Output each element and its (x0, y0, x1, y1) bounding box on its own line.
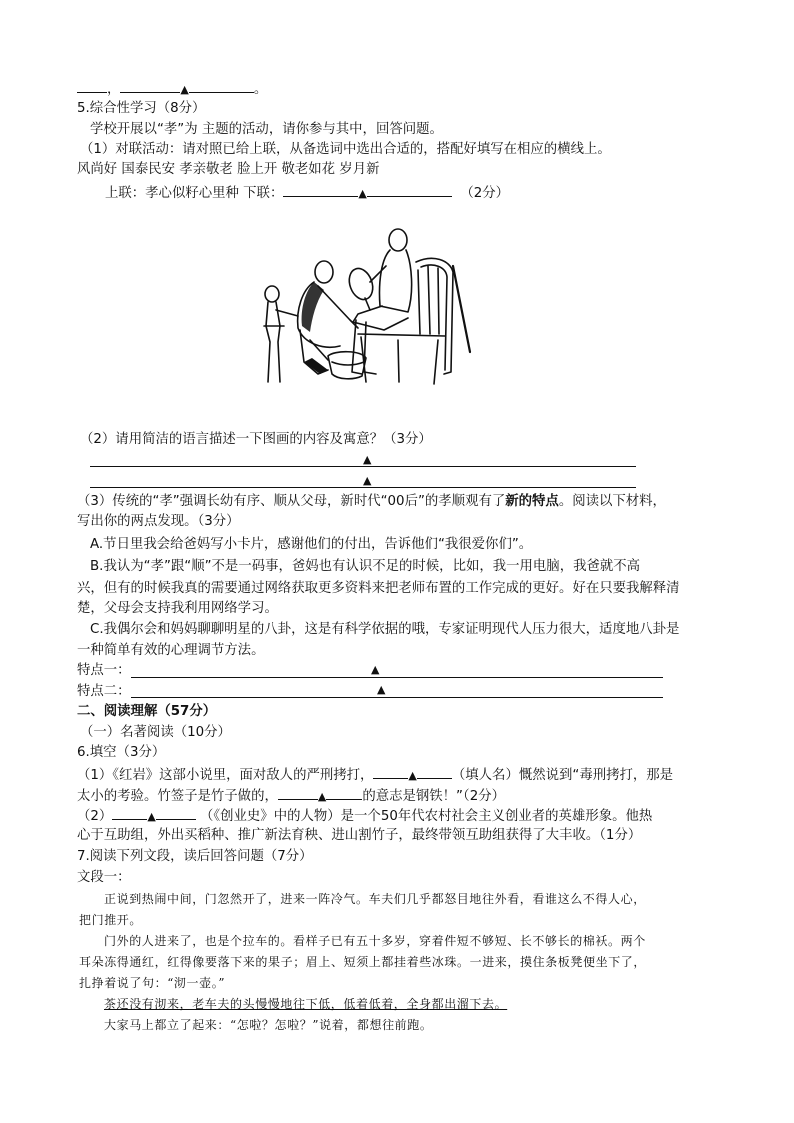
triangle-marker: ▲ (371, 663, 380, 676)
passage-paragraph: 把门推开。 (79, 913, 143, 927)
triangle-marker: ▲ (377, 683, 386, 696)
material-b: 兴，但有的时候我真的需要通过网络获取更多资料来把老师布置的工作完成的更好。好在只要我解释清 (77, 581, 680, 596)
passage-label: 文段一： (77, 870, 131, 885)
material-a: A.节日里我会给爸妈写小卡片，感谢他们的付出，告诉他们“我很爱你们”。 (90, 537, 533, 552)
question-6-1: （1）《红岩》这部小说里，面对敌人的严刑拷打， ▲ （填人名）慨然说到“毒刑拷打，那是 (77, 765, 673, 785)
answer-line[interactable] (90, 466, 636, 467)
triangle-marker: ▲ (180, 83, 189, 96)
couplet-line: 上联：孝心似籽心里种 下联： ▲ （2分） (105, 183, 509, 203)
underlined-sentence: 茶还没有沏来，老车夫的头慢慢地往下低，低着低着，全身都出溜下去。 (104, 997, 508, 1011)
material-c: 一种简单有效的心理调节方法。 (77, 643, 265, 658)
couplet-blank[interactable] (283, 183, 358, 197)
name-blank[interactable] (278, 786, 318, 800)
material-b: 楚，父母会支持我利用网络学习。 (77, 601, 278, 616)
answer-blank[interactable] (77, 79, 107, 93)
material-c: C.我偶尔会和妈妈聊聊明星的八卦，这是有科学依据的哦，专家证明现代人压力很大，适度地八卦是 (90, 622, 680, 637)
section-1-title: （一）名著阅读（10分） (80, 725, 231, 740)
material-b: B.我认为“孝”跟“顺”不是一码事，爸妈也有认识不足的时候，比如，我一用电脑，我爸就不高 (90, 559, 641, 574)
name-blank[interactable] (373, 765, 408, 779)
question-7-title: 7.阅读下列文段，读后回答问题（7分） (77, 849, 313, 864)
passage-paragraph: 耳朵冻得通红，红得像要落下来的果子；眉上、短须上都挂着些冰珠。一进来，摸住条板凳便坐下了， (79, 955, 647, 969)
filial-piety-illustration (258, 222, 480, 394)
feature-1-line[interactable] (131, 677, 663, 678)
question-6-title: 6.填空（3分） (77, 745, 166, 760)
name-blank[interactable] (417, 765, 452, 779)
passage-paragraph: 正说到热闹中间，门忽然开了，进来一阵冷气。车夫们几乎都怒目地往外看，看谁这么不得人心， (104, 892, 646, 906)
question-5-sub3-cont: 写出你的两点发现。（3分） (77, 514, 240, 529)
passage-paragraph: 门外的人进来了，也是个拉车的。看样子已有五十多岁，穿着件短不够短、长不够长的棉袄。两个 (104, 934, 646, 948)
triangle-marker: ▲ (358, 187, 367, 200)
question-5-sub1: （1）对联活动：请对照已给上联，从备选词中选出合适的，搭配好填写在相应的横线上。 (80, 142, 611, 157)
option-words: 风尚好 国泰民安 孝亲敬老 脸上开 敬老如花 岁月新 (77, 162, 380, 177)
triangle-marker: ▲ (363, 453, 372, 466)
name-blank[interactable] (326, 786, 362, 800)
question-5-sub2: （2）请用简洁的语言描述一下图画的内容及寓意？（3分） (80, 432, 432, 447)
answer-blank[interactable] (120, 79, 180, 93)
feature-2-line[interactable] (131, 697, 663, 698)
feature-2-label: 特点二： (77, 684, 131, 699)
question-6-2: （2） ▲ （《创业史》中的人物）是一个50年代农村社会主义创业者的英雄形象。他热 (77, 806, 652, 826)
question-5-intro: 学校开展以“孝”为 主题的活动，请你参与其中，回答问题。 (90, 122, 443, 137)
part-2-title: 二、阅读理解（57分） (77, 704, 217, 719)
name-blank[interactable] (112, 806, 147, 820)
answer-line[interactable] (90, 487, 636, 488)
top-answer-line: ， ▲ 。 (77, 79, 267, 99)
triangle-marker: ▲ (363, 474, 372, 487)
question-6-2-cont: 心于互助组，外出买稻种、推广新法育秧、进山割竹子，最终带领互助组获得了大丰收。（1分） (77, 828, 642, 843)
passage-paragraph: 大家马上都立了起来：“怎啦？怎啦？”说着，都想往前跑。 (104, 1018, 433, 1032)
question-5-sub3: （3）传统的“孝”强调长幼有序、顺从父母，新时代“00后”的孝顺观有了新的特点。阅读以下材料， (77, 494, 666, 509)
passage-paragraph: 扎挣着说了句：“沏一壶。” (79, 976, 226, 990)
question-6-1-cont: 太小的考验。竹签子是竹子做的， ▲ 的意志是钢铁！”（2分） (77, 786, 505, 806)
answer-blank[interactable] (189, 79, 254, 93)
question-5-title: 5.综合性学习（8分） (77, 101, 206, 116)
feature-1-label: 特点一： (77, 663, 131, 678)
couplet-blank[interactable] (367, 183, 452, 197)
name-blank[interactable] (156, 806, 196, 820)
